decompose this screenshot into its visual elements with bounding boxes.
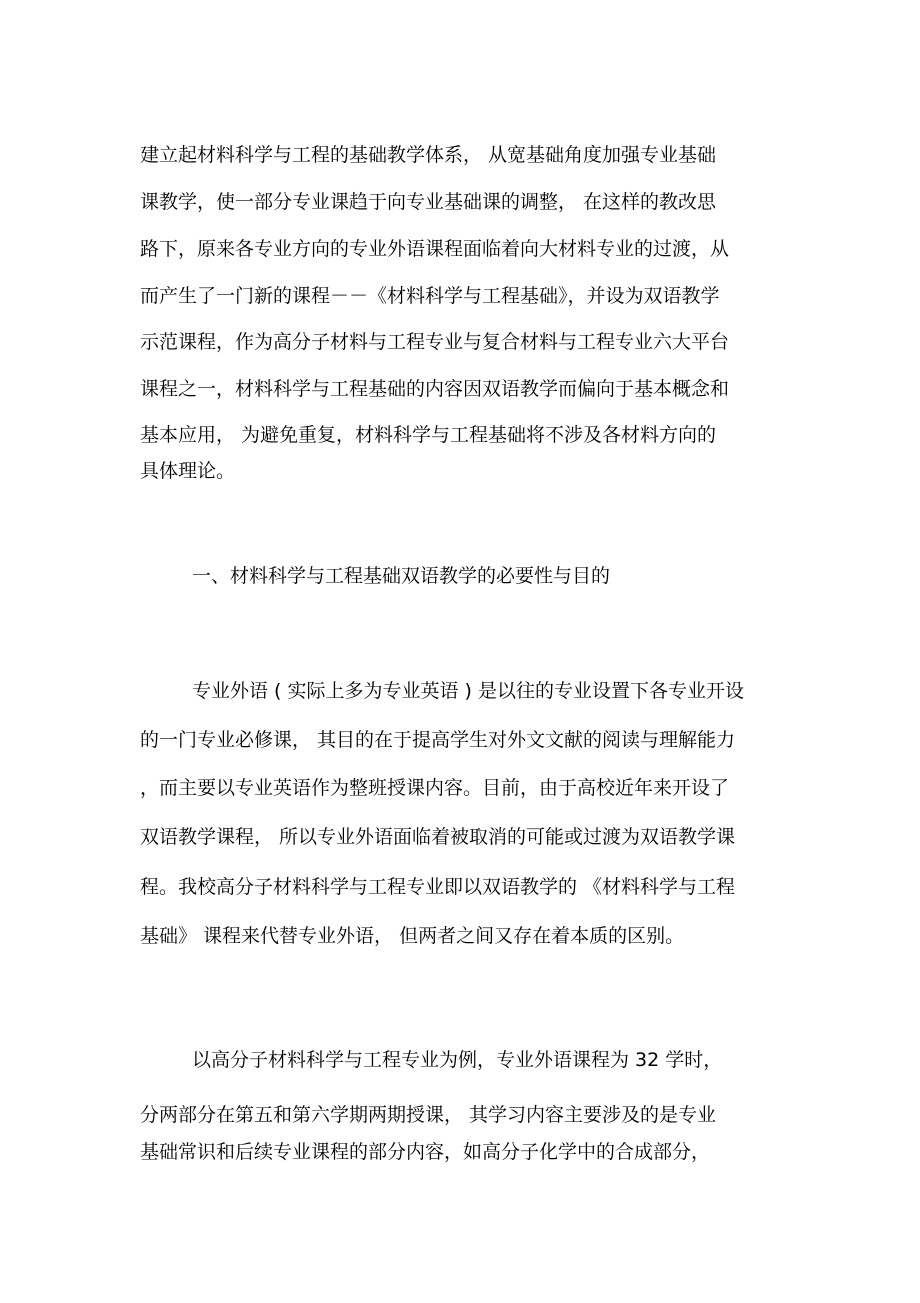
paragraph-3-line: 分两部分在第五和第六学期两期授课， 其学习内容主要涉及的是专业 — [140, 1104, 717, 1126]
paragraph-2-line: 的一门专业必修课， 其目的在于提高学生对外文文献的阅读与理解能力 — [140, 729, 736, 751]
paragraph-2-line: 程。我校高分子材料科学与工程专业即以双语教学的 《材料科学与工程 — [140, 876, 736, 898]
paragraph-1-line: 课程之一，材料科学与工程基础的内容因双语教学而偏向于基本概念和 — [140, 378, 730, 400]
paragraph-1-line: 示范课程，作为高分子材料与工程专业与复合材料与工程专业六大平台 — [140, 331, 730, 353]
paragraph-3-line: 以高分子材料科学与工程专业为例，专业外语课程为 32 学时， — [192, 1049, 723, 1071]
paragraph-2-line: 基础》 课程来代替专业外语， 但两者之间又存在着本质的区别。 — [140, 925, 685, 947]
paragraph-1-line: 基本应用， 为避免重复，材料科学与工程基础将不涉及各材料方向的 — [140, 424, 717, 446]
paragraph-2-line: 双语教学课程， 所以专业外语面临着被取消的可能或过渡为双语教学课 — [140, 826, 736, 848]
paragraph-1-line: 而产生了一门新的课程－－《材料科学与工程基础》，并设为双语教学 — [140, 285, 720, 307]
section-heading: 一、材料科学与工程基础双语教学的必要性与目的 — [192, 565, 611, 587]
paragraph-2-line: 专业外语 ( 实际上多为专业英语 ) 是以往的专业设置下各专业开设 — [192, 680, 744, 702]
paragraph-1-line: 课教学，使一部分专业课趋于向专业基础课的调整， 在这样的教改思 — [140, 191, 717, 213]
paragraph-1-line: 建立起材料科学与工程的基础教学体系， 从宽基础角度加强专业基础 — [140, 144, 717, 166]
paragraph-1-line: 具体理论。 — [140, 460, 236, 482]
paragraph-1-line: 路下，原来各专业方向的专业外语课程面临着向大材料专业的过渡，从 — [140, 238, 730, 260]
paragraph-3-line: 基础常识和后续专业课程的部分内容，如高分子化学中的合成部分， — [140, 1141, 711, 1163]
paragraph-2-line: ，而主要以专业英语作为整班授课内容。目前，由于高校近年来开设了 — [140, 777, 730, 799]
